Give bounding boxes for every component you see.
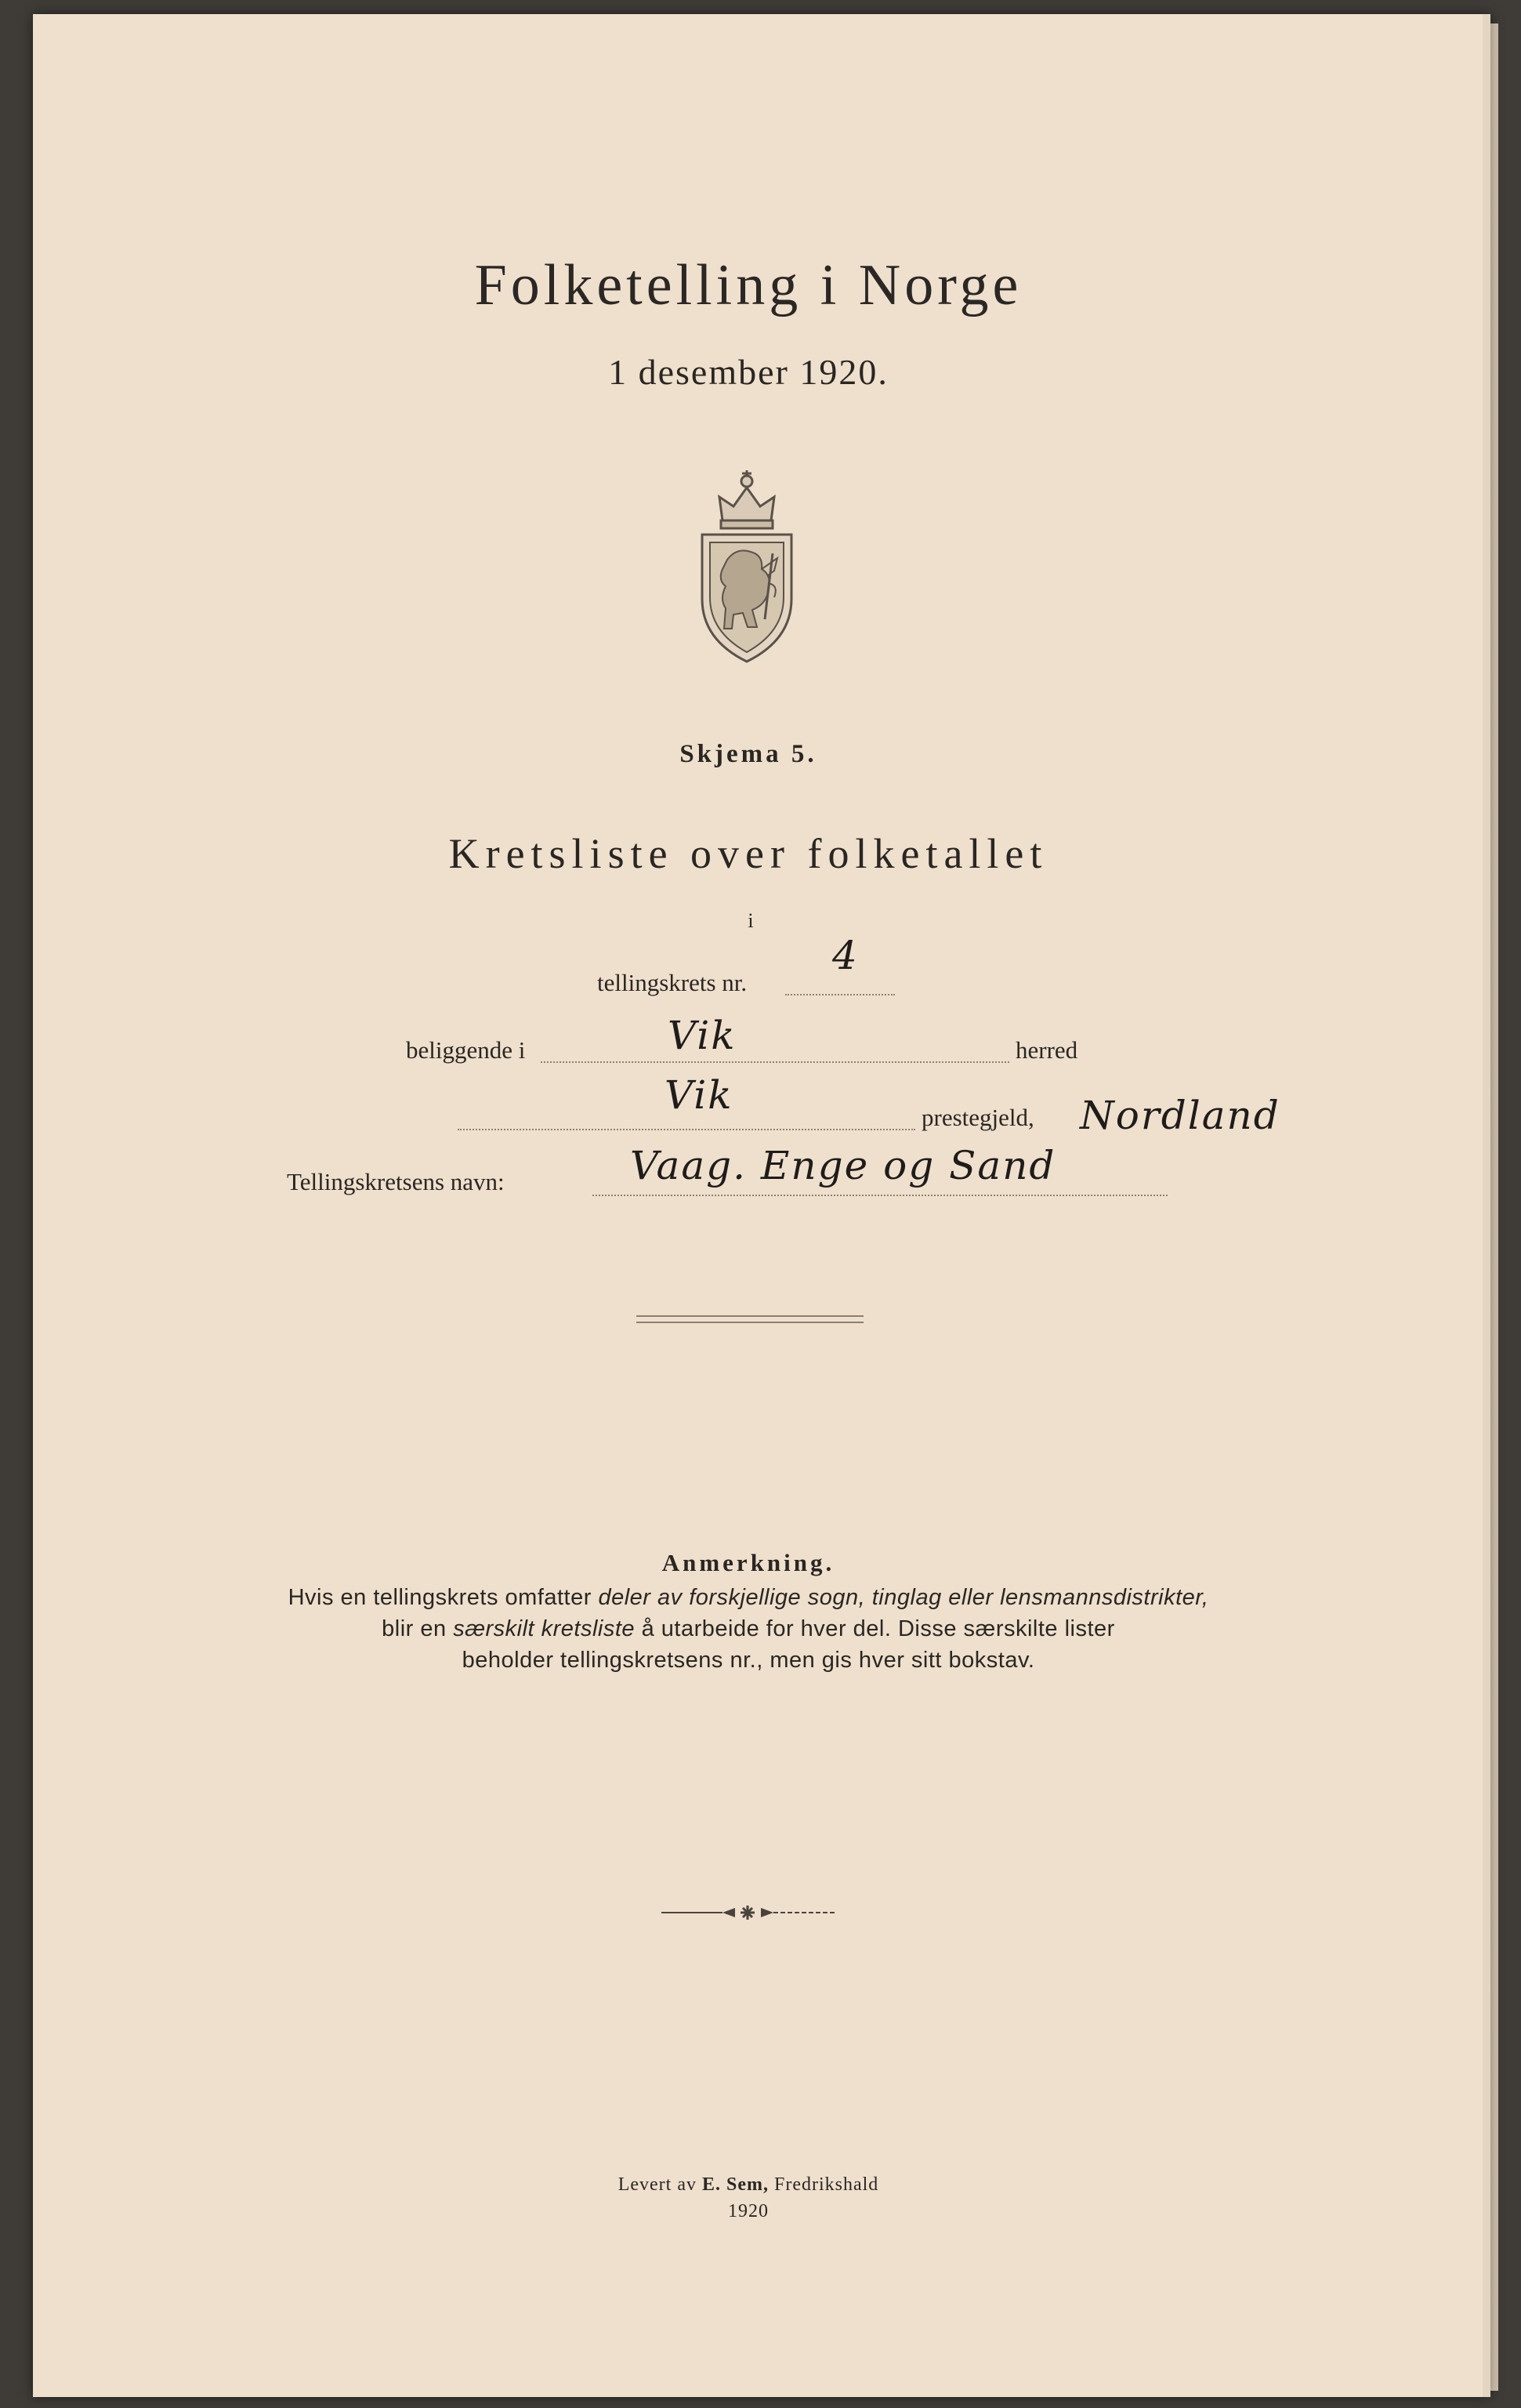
herred-label: herred (1016, 1036, 1078, 1064)
county-value: Nordland (1080, 1093, 1280, 1138)
located-in-value: Vik (668, 1013, 737, 1058)
printer-name: E. Sem, (701, 2174, 769, 2195)
heading-preposition: i (748, 909, 754, 932)
district-name-label: Tellingskretsens navn: (287, 1168, 505, 1195)
form-heading: Kretsliste over folketallet (448, 830, 1048, 877)
district-number-line (785, 994, 895, 995)
district-number-label: tellingskrets nr. (597, 969, 748, 996)
district-name-line (592, 1195, 1168, 1196)
located-in-line (541, 1061, 1009, 1063)
parish-value: Vik (665, 1072, 733, 1118)
remark-line-3: beholder tellingskretsens nr., men gis hver sitt bokstav. (462, 1648, 1035, 1673)
remark-line-2-text-b: å utarbeide for hver del. Disse særskilte lister (635, 1616, 1115, 1641)
norwegian-coat-of-arms-icon (696, 466, 798, 666)
remark-line-2-emphasis: særskilt kretsliste (453, 1616, 636, 1641)
district-name-value: Vaag. Enge og Sand (630, 1143, 1056, 1188)
parish-label: prestegjeld, (922, 1104, 1034, 1131)
separator-rule-bottom (636, 1322, 864, 1323)
remark-line-2-text-a: blir en (382, 1616, 454, 1641)
printer-credit (618, 2174, 879, 2196)
schema-number: Skjema 5. (679, 740, 817, 768)
printer-prefix: Levert av (617, 2174, 702, 2195)
remark-line-1-text: Hvis en tellingskrets omfatter (288, 1585, 599, 1610)
separator-rule-top (636, 1315, 864, 1317)
ornament-divider-icon (660, 1903, 836, 1922)
printer-year: 1920 (728, 2201, 769, 2221)
remark-line-1-emphasis: deler av forskjellige sogn, tinglag eller lensmannsdistrikter, (598, 1585, 1209, 1610)
printer-city: Fredrikshald (768, 2174, 879, 2195)
page-title: Folketelling i Norge (474, 253, 1023, 317)
located-in-label: beliggende i (406, 1036, 526, 1064)
census-date: 1 desember 1920. (608, 352, 889, 392)
remark-line-1 (288, 1585, 1209, 1611)
parish-line (458, 1129, 915, 1130)
remark-line-2 (382, 1616, 1115, 1642)
remark-heading: Anmerkning. (661, 1549, 835, 1576)
district-number-value: 4 (832, 933, 859, 978)
